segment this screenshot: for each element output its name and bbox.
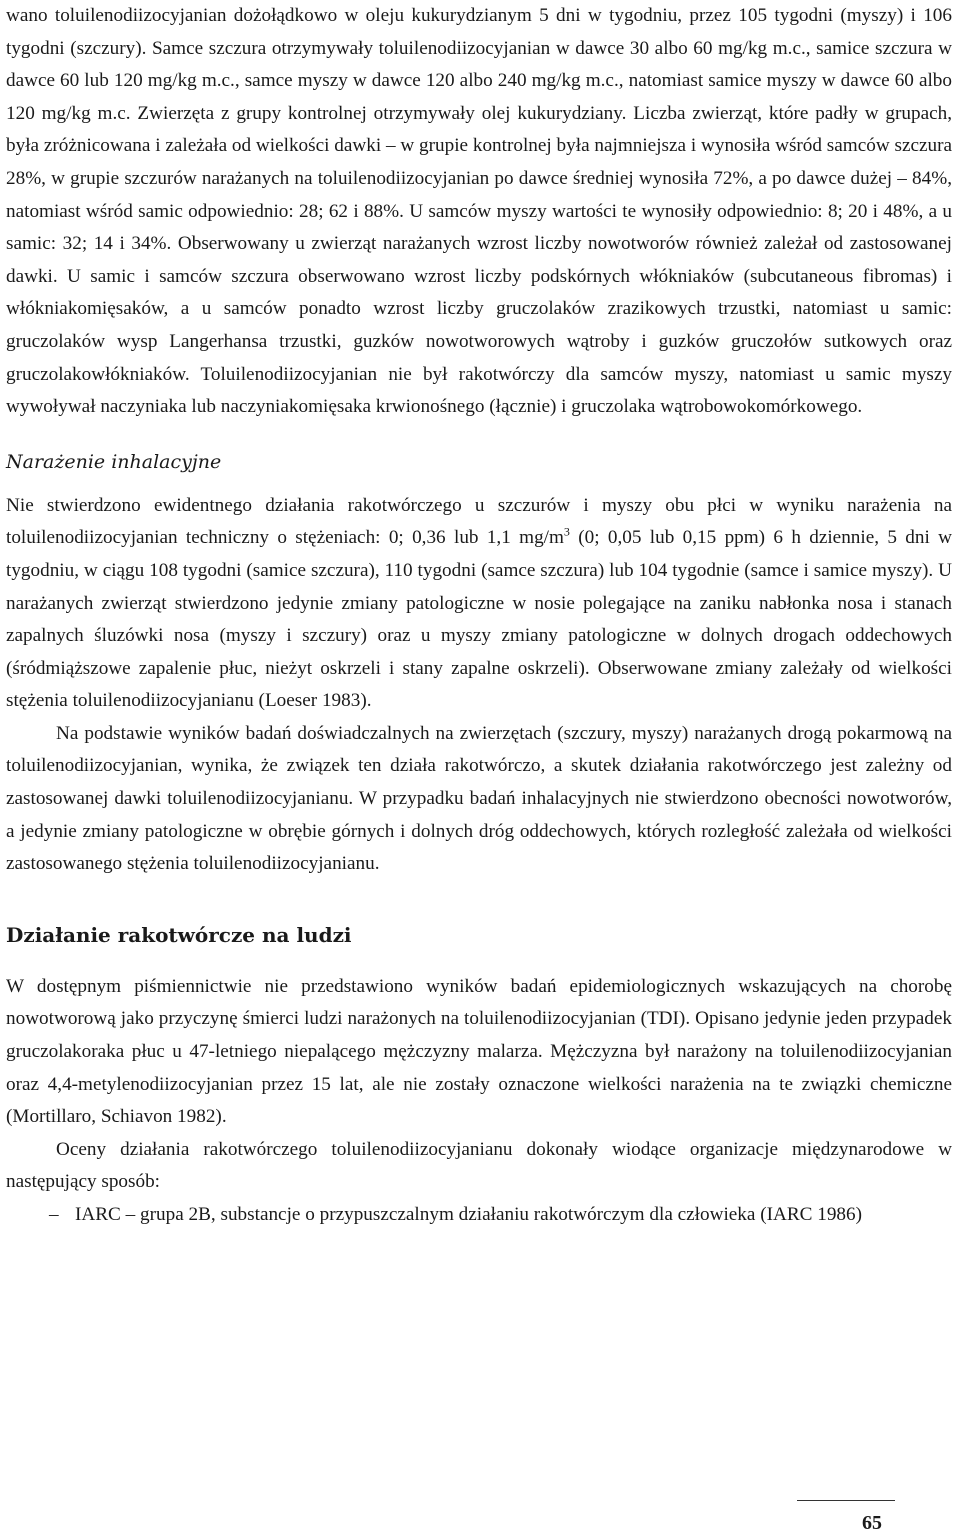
superscript-cubic: 3 (563, 524, 570, 539)
heading-inhalation-exposure: Narażenie inhalacyjne (6, 450, 222, 473)
list-item-text: IARC – grupa 2B, substancje o przypuszczalnym działaniu rakotwórczym dla człowieka (IARC 1986) (75, 1204, 862, 1225)
paragraph-evaluations: Oceny działania rakotwórczego toluilenodiizocyjanianu dokonały wiodące organizacje międzynarodowe w następujący sposób: (6, 1138, 952, 1193)
footer-rule (797, 1500, 895, 1501)
document-page (6, 0, 952, 1232)
list-dash: – (49, 1204, 59, 1225)
list-item-iarc (6, 1199, 952, 1232)
paragraph-humans: W dostępnym piśmiennictwie nie przedstawiono wyników badań epidemiologicznych wskazujących na chorobę nowotworową jako przyczynę śmierci ludzi narażonych na toluilenodiizocyjanian (TDI). Opisano jedynie jeden przypadek gruczolakoraka płuc u 47-letniego niepalącego mężczyzny malarza. Mężczyzna był narażony na toluilenodiizocyjanian oraz 4,4-metylenodiizocyjanian przez 15 lat, ale nie zostały oznaczone wielkości narażenia na te związki chemiczne (Mortillaro, Schiavon 1982). (6, 975, 952, 1128)
page-number: 65 (862, 1512, 882, 1534)
paragraph-oral-exposure: wano toluilenodiizocyjanian dożołądkowo w oleju kukurydzianym 5 dni w tygodniu, przez 105 tygodni (myszy) i 106 tygodni (szczury). Samce szczura otrzymywały toluilenodiizocyjanian w dawce 30 albo 60 mg/kg m.c., samice szczura w dawce 60 lub 120 mg/kg m.c., samce myszy w dawce 120 albo 240 mg/kg m.c., natomiast samice myszy w dawce 60 albo 120 mg/kg m.c. Zwierzęta z grupy kontrolnej otrzymywały olej kukurydziany. Liczba zwierząt, które padły w grupach, była zróżnicowana i zależała od wielkości dawki – w grupie kontrolnej była najmniejsza i wynosiła wśród samców szczura 28%, w grupie szczurów narażanych na toluilenodiizocyjanian po dawce średniej wynosiła 72%, a po dawce dużej – 84%, natomiast wśród samic odpowiednio: 28; 62 i 88%. U samców myszy wartości te wynosiły odpowiednio: 8; 20 i 48%, a u samic: 32; 14 i 34%. Obserwowany u zwierząt narażanych wzrost liczby nowotworów również zależał od zastosowanej dawki. U samic i samców szczura obserwowano wzrost liczby podskórnych włókniaków (subcutaneous fibromas) i włókniakomięsaków, a u samców ponadto wzrost liczby gruczolaków zrazikowych trzustki, natomiast u samic: gruczolaków wysp Langerhansa trzustki, guzków nowotworowych wątroby i guzków gruczołów sutkowych oraz gruczolakowłókniaków. Toluilenodiizocyjanian nie był rakotwórczy dla samców myszy, natomiast u samic myszy wywoływał naczyniaka lub naczyniakomięsaka krwionośnego (łącznie) i gruczolaka wątrobowokomórkowego. (6, 5, 952, 418)
heading-carcinogenic-humans: Działanie rakotwórcze na ludzi (6, 922, 352, 947)
paragraph-inhalation-text-b: (0; 0,05 lub 0,15 ppm) 6 h dziennie, 5 dni w tygodniu, w ciągu 108 tygodni (samice szczura), 110 tygodni (samce szczura) lub 104 tygodnie (samce i samice myszy). U narażanych zwierząt stwierdzono jedynie zmiany patologiczne w nosie polegające na zaniku nabłonka nosa i stanach zapalnych śluzówki nosa (myszy i szczury) oraz u myszy zmiany patologiczne w dolnych drogach oddechowych (śródmiąższowe zapalenie płuc, nieżyt oskrzeli i stany zapalne oskrzeli). Obserwowane zmiany zależały od wielkości stężenia toluilenodiizocyjanianu (Loeser 1983). (6, 527, 952, 712)
paragraph-inhalation-text-a: Nie stwierdzono ewidentnego działania rakotwórczego u szczurów i myszy obu płci w wyniku narażenia na toluilenodiizocyjanian techniczny o stężeniach: 0; 0,36 lub 1,1 mg/m (6, 494, 952, 549)
paragraph-inhalation (6, 490, 952, 718)
paragraph-summary: Na podstawie wyników badań doświadczalnych na zwierzętach (szczury, myszy) narażanych drogą pokarmową na toluilenodiizocyjanian, wynika, że związek ten działa rakotwórczo, a skutek działania rakotwórczego jest zależny od zastosowanej dawki toluilenodiizocyjanianu. W przypadku badań inhalacyjnych nie stwierdzono obecności nowotworów, a jedynie zmiany patologiczne w obrębie górnych i dolnych dróg oddechowych, których rozległość zależała od wielkości zastosowanego stężenia toluilenodiizocyjanianu. (6, 722, 952, 875)
